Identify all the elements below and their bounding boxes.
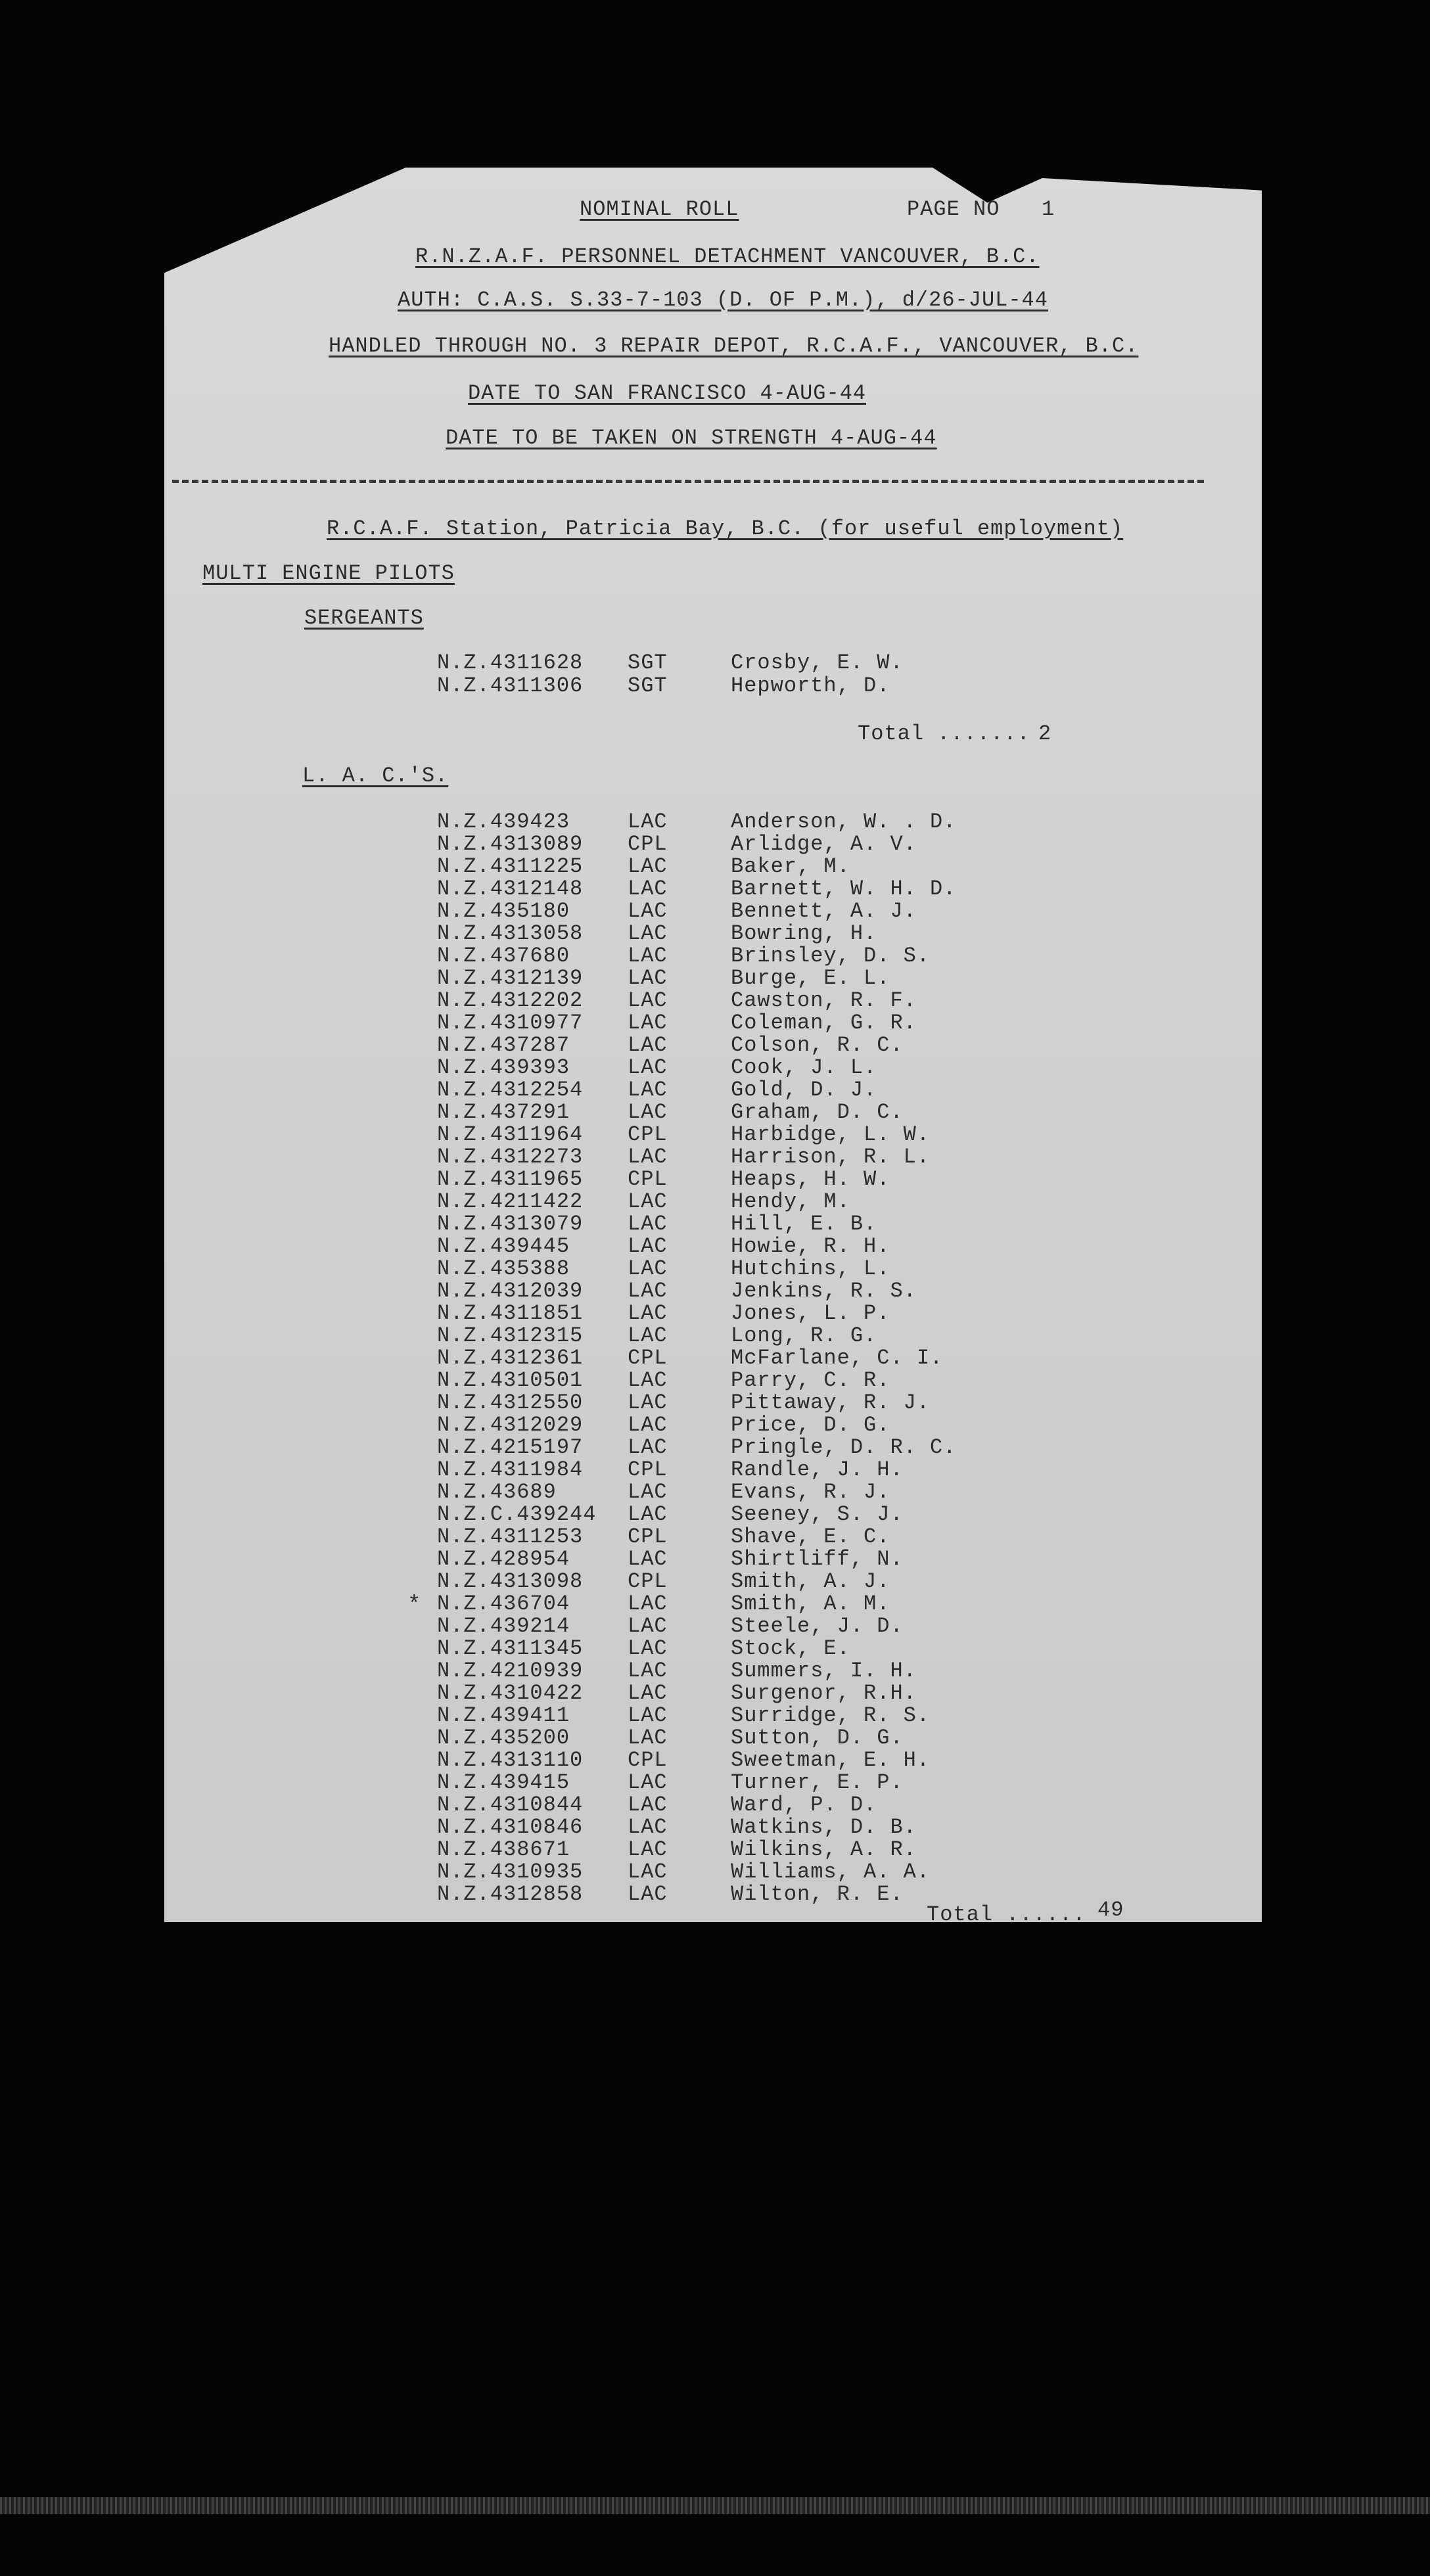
person-name: Howie, R. H. [731,1234,890,1258]
rank: CPL [628,1167,668,1191]
rank: LAC [628,1770,668,1795]
person-name: Price, D. G. [731,1413,890,1437]
scan-edge-strip [0,2497,1430,2514]
rank: LAC [628,921,668,946]
person-name: Sweetman, E. H. [731,1748,931,1772]
person-name: Crosby, E. W. [731,651,904,675]
service-number: N.Z.437287 [437,1033,570,1057]
person-name: Surgenor, R.H. [731,1681,917,1705]
service-number: N.Z.4211422 [437,1189,584,1214]
service-number: N.Z.4311628 [437,651,584,675]
person-name: Jones, L. P. [731,1301,890,1325]
header-line-4: DATE TO SAN FRANCISCO 4-AUG-44 [468,381,867,405]
sergeants-total-value: 2 [1038,722,1052,746]
service-number: N.Z.4312550 [437,1391,584,1415]
person-name: Smith, A. M. [731,1592,890,1616]
dashed-divider [172,480,1204,483]
person-name: Baker, M. [731,854,850,879]
service-number: N.Z.4310846 [437,1815,584,1839]
service-number: N.Z.4312029 [437,1413,584,1437]
service-number: N.Z.437680 [437,944,570,968]
person-name: Seeney, S. J. [731,1502,904,1527]
rank: LAC [628,1212,668,1236]
document-title: NOMINAL ROLL [580,197,739,221]
service-number: N.Z.4312139 [437,966,584,990]
person-name: Hill, E. B. [731,1212,877,1236]
person-name: Randle, J. H. [731,1458,904,1482]
service-number: N.Z.437291 [437,1100,570,1124]
service-number: N.Z.436704 [437,1592,570,1616]
rank: LAC [628,1391,668,1415]
row-marker-asterisk: * [407,1593,421,1618]
rank: LAC [628,966,668,990]
person-name: Colson, R. C. [731,1033,904,1057]
service-number: N.Z.435200 [437,1726,570,1750]
service-number: N.Z.43689 [437,1480,557,1504]
section-heading: MULTI ENGINE PILOTS [202,561,455,586]
rank: LAC [628,1435,668,1460]
rank: LAC [628,1480,668,1504]
page-number: 1 [1042,197,1055,221]
person-name: Turner, E. P. [731,1770,904,1795]
service-number: N.Z.428954 [437,1547,570,1571]
service-number: N.Z.4312039 [437,1279,584,1303]
rank: LAC [628,854,668,879]
rank: SGT [628,651,668,675]
lacs-total-value: 49 [1097,1898,1124,1922]
person-name: Bennett, A. J. [731,899,917,923]
rank: LAC [628,1323,668,1348]
service-number: N.Z.439393 [437,1055,570,1080]
person-name: Cook, J. L. [731,1055,877,1080]
lacs-heading: L. A. C.'S. [302,764,449,788]
rank: LAC [628,1033,668,1057]
person-name: Brinsley, D. S. [731,944,931,968]
rank: LAC [628,877,668,901]
person-name: Hutchins, L. [731,1256,890,1281]
rank: LAC [628,1636,668,1661]
rank: LAC [628,1189,668,1214]
rank: LAC [628,1659,668,1683]
service-number: N.Z.4210939 [437,1659,584,1683]
service-number: N.Z.4311225 [437,854,584,879]
person-name: Burge, E. L. [731,966,890,990]
header-line-3: HANDLED THROUGH NO. 3 REPAIR DEPOT, R.C.A.F., VANCOUVER, B.C. [329,334,1139,358]
header-line-2: AUTH: C.A.S. S.33-7-103 (D. OF P.M.), d/26-JUL-44 [398,288,1048,312]
person-name: Bowring, H. [731,921,877,946]
service-number: N.Z.435180 [437,899,570,923]
person-name: Pringle, D. R. C. [731,1435,957,1460]
service-number: N.Z.4215197 [437,1435,584,1460]
sergeants-heading: SERGEANTS [304,606,424,630]
rank: SGT [628,674,668,698]
service-number: N.Z.4312315 [437,1323,584,1348]
person-name: Hepworth, D. [731,674,890,698]
person-name: Steele, J. D. [731,1614,904,1638]
service-number: N.Z.4312254 [437,1078,584,1102]
rank: LAC [628,1279,668,1303]
person-name: Wilton, R. E. [731,1882,904,1906]
rank: LAC [628,810,668,834]
service-number: N.Z.4310844 [437,1793,584,1817]
rank: LAC [628,988,668,1013]
rank: LAC [628,1078,668,1102]
person-name: Harrison, R. L. [731,1145,931,1169]
rank: CPL [628,1346,668,1370]
service-number: N.Z.4311306 [437,674,584,698]
rank: LAC [628,1592,668,1616]
person-name: Stock, E. [731,1636,850,1661]
person-name: Wilkins, A. R. [731,1837,917,1862]
rank: LAC [628,1681,668,1705]
service-number: N.Z.4312361 [437,1346,584,1370]
service-number: N.Z.4313110 [437,1748,584,1772]
rank: CPL [628,1569,668,1594]
rank: LAC [628,1547,668,1571]
person-name: Shave, E. C. [731,1525,890,1549]
person-name: Graham, D. C. [731,1100,904,1124]
rank: LAC [628,1793,668,1817]
person-name: Smith, A. J. [731,1569,890,1594]
rank: LAC [628,1145,668,1169]
service-number: N.Z.4310977 [437,1011,584,1035]
service-number: N.Z.4311851 [437,1301,584,1325]
person-name: Sutton, D. G. [731,1726,904,1750]
person-name: Watkins, D. B. [731,1815,917,1839]
person-name: Surridge, R. S. [731,1703,931,1728]
rank: CPL [628,1458,668,1482]
service-number: N.Z.439445 [437,1234,570,1258]
person-name: Hendy, M. [731,1189,850,1214]
service-number: N.Z.439411 [437,1703,570,1728]
person-name: Ward, P. D. [731,1793,877,1817]
person-name: Gold, D. J. [731,1078,877,1102]
rank: CPL [628,1748,668,1772]
person-name: Jenkins, R. S. [731,1279,917,1303]
service-number: N.Z.438671 [437,1837,570,1862]
rank: LAC [628,1837,668,1862]
rank: LAC [628,1055,668,1080]
rank: CPL [628,832,668,856]
rank: LAC [628,1234,668,1258]
service-number: N.Z.4311984 [437,1458,584,1482]
sergeants-total-label: Total ....... [858,722,1030,746]
person-name: Heaps, H. W. [731,1167,890,1191]
service-number: N.Z.C.439244 [437,1502,597,1527]
rank: LAC [628,1413,668,1437]
service-number: N.Z.4310935 [437,1860,584,1884]
person-name: McFarlane, C. I. [731,1346,944,1370]
rank: LAC [628,1256,668,1281]
service-number: N.Z.4311345 [437,1636,584,1661]
service-number: N.Z.4312273 [437,1145,584,1169]
person-name: Pittaway, R. J. [731,1391,931,1415]
person-name: Parry, C. R. [731,1368,890,1392]
person-name: Harbidge, L. W. [731,1122,931,1147]
service-number: N.Z.435388 [437,1256,570,1281]
service-number: N.Z.4310422 [437,1681,584,1705]
service-number: N.Z.4313098 [437,1569,584,1594]
person-name: Arlidge, A. V. [731,832,917,856]
person-name: Shirtliff, N. [731,1547,904,1571]
rank: LAC [628,1614,668,1638]
service-number: N.Z.439423 [437,810,570,834]
service-number: N.Z.4313058 [437,921,584,946]
service-number: N.Z.4313079 [437,1212,584,1236]
rank: LAC [628,944,668,968]
page-number-label: PAGE NO [907,197,1000,221]
rank: LAC [628,1815,668,1839]
rank: LAC [628,1502,668,1527]
rank: LAC [628,1703,668,1728]
station-line: R.C.A.F. Station, Patricia Bay, B.C. (for useful employment) [327,517,1124,541]
service-number: N.Z.4312202 [437,988,584,1013]
rank: LAC [628,1860,668,1884]
person-name: Barnett, W. H. D. [731,877,957,901]
person-name: Evans, R. J. [731,1480,890,1504]
service-number: N.Z.4311964 [437,1122,584,1147]
person-name: Anderson, W. . D. [731,810,957,834]
rank: LAC [628,1100,668,1124]
header-line-5: DATE TO BE TAKEN ON STRENGTH 4-AUG-44 [446,426,937,450]
service-number: N.Z.4310501 [437,1368,584,1392]
rank: LAC [628,1882,668,1906]
lacs-total-label: Total ...... [927,1902,1086,1927]
service-number: N.Z.4311965 [437,1167,584,1191]
rank: LAC [628,1301,668,1325]
person-name: Williams, A. A. [731,1860,931,1884]
service-number: N.Z.439214 [437,1614,570,1638]
rank: CPL [628,1122,668,1147]
person-name: Cawston, R. F. [731,988,917,1013]
person-name: Summers, I. H. [731,1659,917,1683]
rank: CPL [628,1525,668,1549]
service-number: N.Z.4313089 [437,832,584,856]
person-name: Coleman, G. R. [731,1011,917,1035]
person-name: Long, R. G. [731,1323,877,1348]
rank: LAC [628,1011,668,1035]
service-number: N.Z.4312858 [437,1882,584,1906]
service-number: N.Z.4312148 [437,877,584,901]
rank: LAC [628,899,668,923]
service-number: N.Z.439415 [437,1770,570,1795]
header-line-1: R.N.Z.A.F. PERSONNEL DETACHMENT VANCOUVER, B.C. [415,244,1040,269]
service-number: N.Z.4311253 [437,1525,584,1549]
rank: LAC [628,1368,668,1392]
rank: LAC [628,1726,668,1750]
